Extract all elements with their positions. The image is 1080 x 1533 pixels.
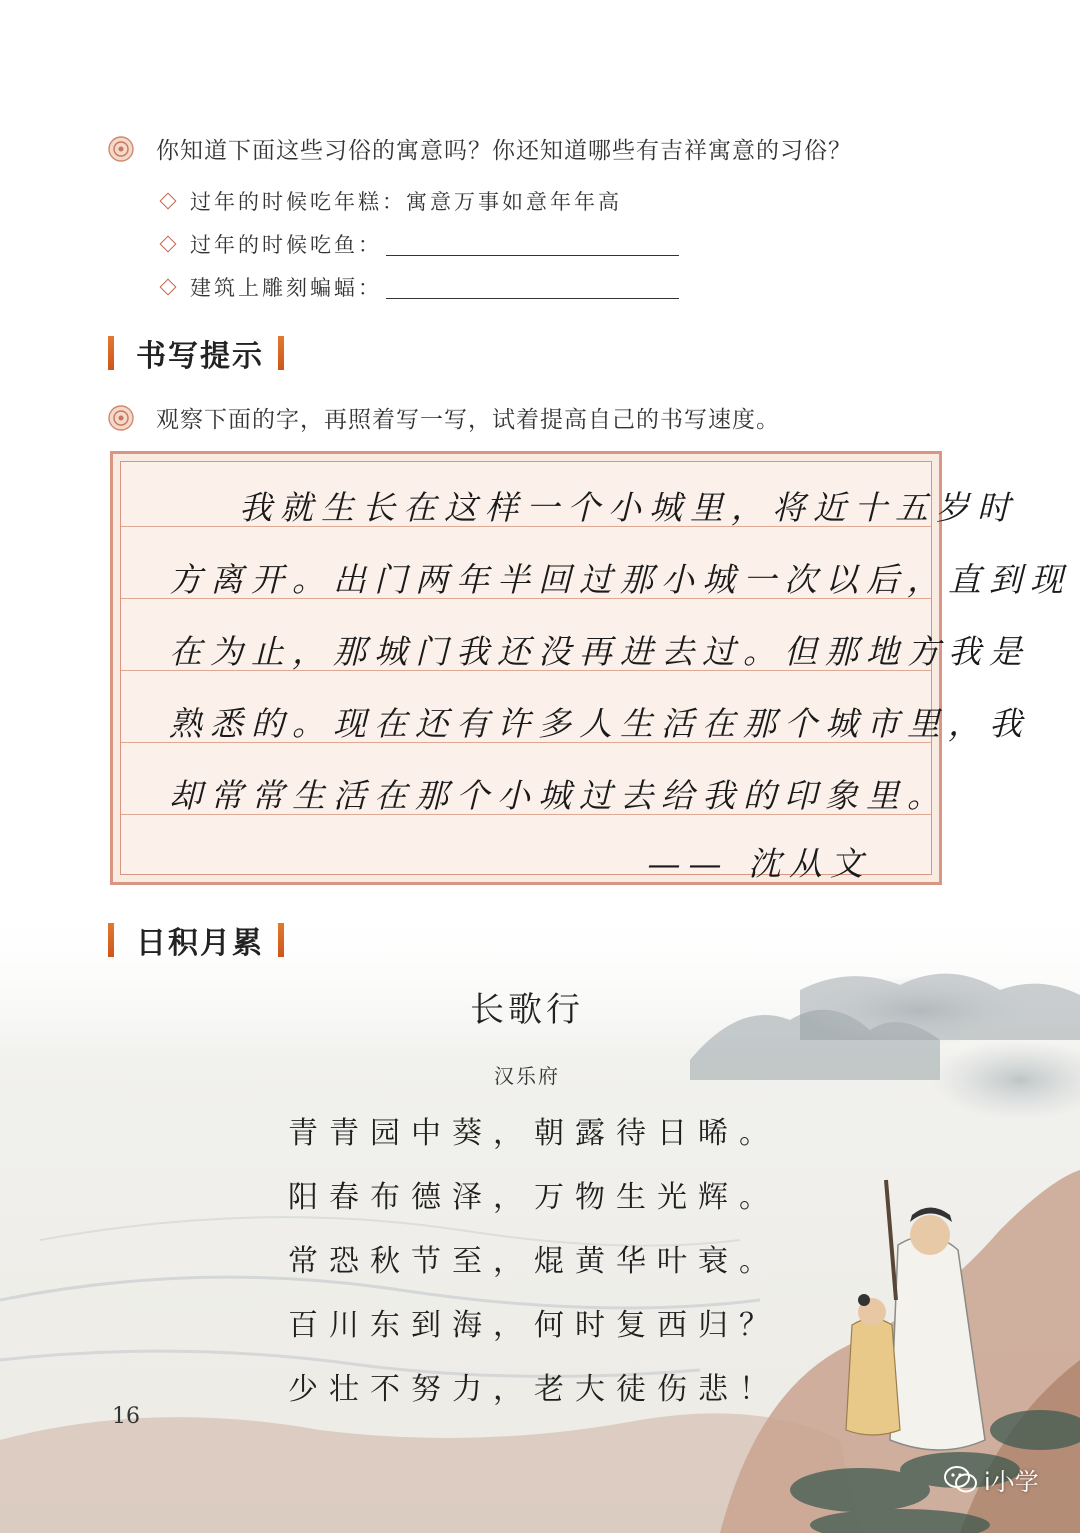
watermark-text: i小学 — [984, 1468, 1039, 1496]
page-number: 16 — [112, 1404, 140, 1429]
custom-item — [160, 272, 679, 302]
swirl-bullet-icon — [108, 136, 134, 162]
watermark — [944, 1462, 1039, 1497]
swirl-bullet-icon — [108, 405, 134, 431]
section-title: 日积月累 — [136, 926, 264, 961]
handwriting-line: 熟悉的。现在还有许多人生活在那个城市里，我 — [169, 704, 1030, 743]
poem-line: 常恐秋节至，焜黄华叶衰。 — [288, 1244, 780, 1279]
poem-line: 少壮不努力，老大徒伤悲！ — [288, 1372, 780, 1407]
section-bar-left — [108, 923, 114, 957]
custom-item-label: 过年的时候吃年糕：寓意万事如意年年高 — [190, 190, 622, 214]
wechat-icon — [944, 1466, 978, 1494]
handwriting-line: 方离开。出门两年半回过那小城一次以后，直到现 — [169, 560, 1071, 599]
handwriting-author: —— 沈从文 — [647, 844, 871, 883]
question-text: 你知道下面这些习俗的寓意吗？你还知道哪些有吉祥寓意的习俗？ — [156, 138, 852, 164]
writing-instruction-row — [108, 401, 780, 434]
diamond-bullet-icon — [160, 236, 177, 253]
section-header-accumulate — [108, 918, 284, 962]
handwriting-sheet — [110, 451, 1071, 885]
diamond-bullet-icon — [160, 279, 177, 296]
answer-blank[interactable] — [386, 233, 679, 256]
section-bar-right — [278, 923, 284, 957]
poem-line: 阳春布德泽，万物生光辉。 — [288, 1180, 780, 1215]
custom-item-label: 过年的时候吃鱼： — [190, 233, 382, 257]
section-title: 书写提示 — [136, 339, 264, 374]
custom-item-label: 建筑上雕刻蝙蝠： — [190, 276, 382, 300]
poem-author: 汉乐府 — [494, 1064, 560, 1088]
handwriting-line: 却常常生活在那个小城过去给我的印象里。 — [169, 776, 948, 815]
poem-line: 青青园中葵，朝露待日晞。 — [288, 1116, 780, 1151]
section-bar-left — [108, 336, 114, 370]
section-bar-right — [278, 336, 284, 370]
handwriting-sheet-inner — [120, 461, 1071, 883]
custom-item — [160, 186, 622, 216]
writing-instruction: 观察下面的字，再照着写一写，试着提高自己的书写速度。 — [156, 407, 780, 433]
answer-blank[interactable] — [386, 276, 679, 299]
handwriting-line: 我就生长在这样一个小城里，将近十五岁时 — [239, 488, 1018, 527]
handwriting-line: 在为止，那城门我还没再进去过。但那地方我是 — [169, 632, 1030, 671]
poem-title: 长歌行 — [470, 990, 584, 1030]
section-header-writing — [108, 331, 284, 375]
diamond-bullet-icon — [160, 193, 177, 210]
custom-item — [160, 229, 679, 259]
poem-line: 百川东到海，何时复西归？ — [288, 1308, 780, 1343]
question-row — [108, 132, 852, 165]
